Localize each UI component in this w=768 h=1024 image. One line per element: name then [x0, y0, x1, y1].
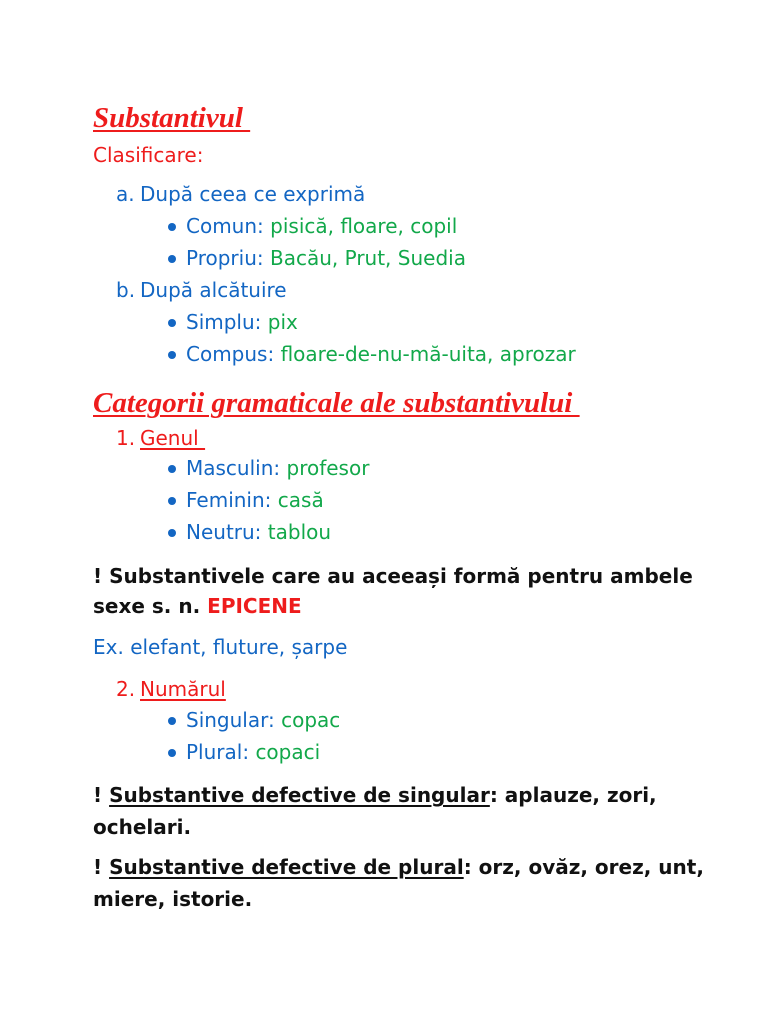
bullet-icon — [168, 749, 176, 757]
note-prefix: ! — [93, 783, 110, 807]
bullet-icon — [168, 223, 176, 231]
note-epicene-line2 — [93, 593, 302, 619]
item-label: Neutru: — [186, 520, 262, 544]
item-label: Singular: — [186, 708, 275, 732]
bullet-icon — [168, 529, 176, 537]
list-item — [186, 739, 320, 765]
item-value: casă — [277, 488, 324, 512]
item-value: floare-de-nu-mă-uita, aprozar — [280, 342, 576, 366]
list-marker-1: 1. — [116, 426, 136, 450]
item-value: pisică, floare, copil — [270, 214, 458, 238]
list-item — [186, 487, 324, 513]
item-label: Comun: — [186, 214, 264, 238]
item-label: Propriu: — [186, 246, 264, 270]
list-item — [186, 519, 331, 545]
bullet-icon — [168, 255, 176, 263]
note-term: Substantive defective de singular — [109, 783, 490, 807]
item-label: Masculin: — [186, 456, 281, 480]
bullet-icon — [168, 351, 176, 359]
list-marker-a: a. — [116, 182, 135, 206]
item-label: Simplu: — [186, 310, 262, 334]
note-defective-plural — [93, 854, 704, 880]
subheading-genul: Genul — [140, 426, 206, 450]
item-value: copac — [281, 708, 341, 732]
item-label: Feminin: — [186, 488, 272, 512]
heading-substantivul: Substantivul — [93, 102, 251, 134]
bullet-icon — [168, 497, 176, 505]
note-defective-singular — [93, 782, 657, 808]
epicene-keyword: EPICENE — [207, 594, 302, 618]
list-item — [186, 309, 298, 335]
note-epicene-line1: ! Substantivele care au aceeași formă pentru ambele — [93, 564, 693, 588]
list-item — [186, 455, 369, 481]
note-rest: : orz, ovăz, orez, unt, — [463, 855, 704, 879]
note-term: Substantive defective de plural — [109, 855, 464, 879]
bullet-icon — [168, 465, 176, 473]
item-value: pix — [267, 310, 298, 334]
item-value: tablou — [267, 520, 332, 544]
item-label: Plural: — [186, 740, 250, 764]
list-item — [186, 245, 466, 271]
note-prefix: ! — [93, 855, 110, 879]
item-value: profesor — [286, 456, 370, 480]
list-item — [186, 341, 576, 367]
note-defective-singular-line2: ochelari. — [93, 815, 192, 839]
subheading-dupa-alcatuire: După alcătuire — [140, 278, 287, 302]
example-text: Ex. elefant, fluture, șarpe — [93, 635, 348, 659]
note-epicene-prefix: sexe s. n. — [93, 594, 208, 618]
list-marker-b: b. — [116, 278, 136, 302]
item-value: Bacău, Prut, Suedia — [269, 246, 466, 270]
item-value: copaci — [255, 740, 321, 764]
item-label: Compus: — [186, 342, 275, 366]
bullet-icon — [168, 319, 176, 327]
list-item — [186, 707, 340, 733]
heading-categorii-gramaticale: Categorii gramaticale ale substantivului — [93, 387, 580, 419]
bullet-icon — [168, 717, 176, 725]
subheading-dupa-ceea-ce-exprima: După ceea ce exprimă — [140, 182, 366, 206]
list-marker-2: 2. — [116, 677, 136, 701]
note-defective-plural-line2: miere, istorie. — [93, 887, 253, 911]
list-item — [186, 213, 457, 239]
note-rest: : aplauze, zori, — [489, 783, 657, 807]
clasificare-label: Clasificare: — [93, 143, 204, 167]
subheading-numarul: Numărul — [140, 677, 226, 701]
